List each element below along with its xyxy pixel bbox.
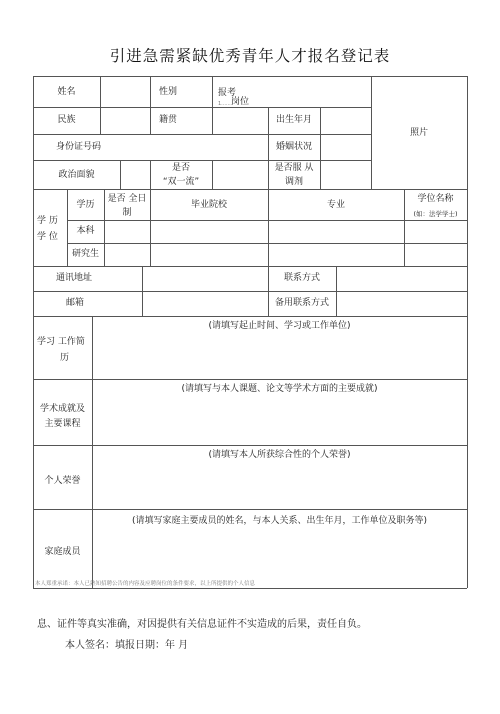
footer-signature-date: 本人签名：填报日期：年 月 bbox=[65, 640, 189, 651]
label-fulltime-1: 是否 全日 bbox=[107, 194, 147, 204]
label-apply-line1: 报考 bbox=[218, 88, 237, 98]
label-academic-2: 主要课程 bbox=[44, 419, 81, 429]
label-major: 专业 bbox=[326, 200, 345, 210]
label-double-first-q: 是否 bbox=[171, 163, 190, 173]
label-gender: 性别 bbox=[158, 87, 177, 97]
label-fulltime-2: 制 bbox=[122, 208, 132, 218]
label-ethnicity: 民族 bbox=[57, 115, 76, 125]
label-school: 毕业院校 bbox=[190, 200, 227, 210]
label-political: 政治面貌 bbox=[58, 170, 95, 180]
hint-honors: (请填写本人所获综合性的个人荣誉) bbox=[208, 450, 351, 460]
label-degree-group-1: 学 历 bbox=[37, 216, 58, 226]
label-apply-line2: 岗位 bbox=[231, 97, 250, 107]
label-undergrad: 本科 bbox=[76, 226, 95, 236]
label-honors: 个人荣誉 bbox=[44, 476, 81, 486]
label-name: 姓名 bbox=[57, 87, 76, 97]
label-degree-name: 学位名称 bbox=[417, 194, 454, 204]
label-study-work-2: 历 bbox=[60, 353, 70, 363]
label-backup-contact: 备用联系方式 bbox=[274, 298, 329, 308]
label-study-work-1: 学习 工作简 bbox=[37, 337, 85, 347]
label-contact: 联系方式 bbox=[283, 273, 320, 283]
label-obey-q: 是否服 从 bbox=[274, 163, 314, 173]
hint-family: (请填写家庭主要成员的姓名，与本人关系、出生年月，工作单位及职务等) bbox=[131, 516, 428, 526]
label-grad: 研究生 bbox=[71, 249, 99, 259]
label-degree-example: (如：法学学士) bbox=[413, 210, 458, 218]
footer-commitment: 息、证件等真实准确，对因提供有关信息证件不实造成的后果，责任自负。 bbox=[37, 619, 367, 630]
hint-study-work: (请填写起止时间、学习或工作单位) bbox=[208, 321, 351, 331]
label-email: 邮箱 bbox=[66, 298, 85, 308]
label-photo: 照片 bbox=[409, 128, 428, 138]
label-birth: 出生年月 bbox=[275, 115, 312, 125]
label-marital: 婚姻状况 bbox=[275, 142, 312, 152]
label-apply-tiny: 1....... bbox=[218, 101, 233, 107]
label-address: 通讯地址 bbox=[56, 273, 93, 283]
label-family: 家庭成员 bbox=[44, 547, 81, 557]
commitment-note: 本人郑重承诺：本人已熟知招聘公告的内容及应聘岗位的条件要求，以上所提供的个人信息 bbox=[35, 581, 256, 587]
label-degree-group-2: 学 位 bbox=[37, 232, 58, 242]
label-edu-level: 学历 bbox=[76, 200, 95, 210]
hint-academic: (请填写与本人课题、论文等学术方面的主要成就) bbox=[181, 384, 378, 394]
label-id-number: 身份证号码 bbox=[56, 142, 102, 152]
label-native-place: 籍贯 bbox=[158, 115, 177, 125]
form-title: 引进急需紧缺优秀青年人才报名登记表 bbox=[109, 47, 391, 65]
label-double-first-a: “双一流” bbox=[162, 177, 200, 187]
label-academic-1: 学术成就及 bbox=[39, 404, 85, 414]
label-obey-a: 调剂 bbox=[284, 177, 303, 187]
